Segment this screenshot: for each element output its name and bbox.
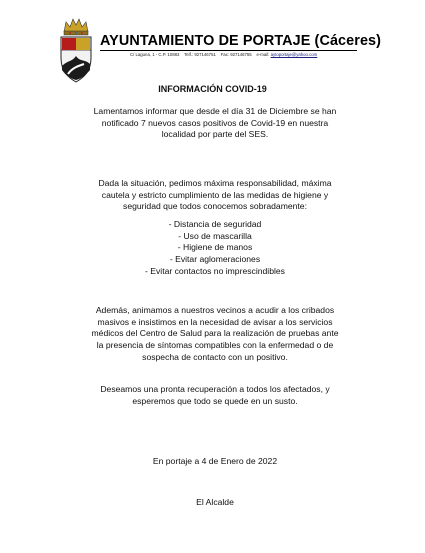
- measure-item: - Evitar contactos no imprescindibles: [145, 265, 285, 276]
- signature-line: El Alcalde: [196, 497, 234, 507]
- wishes-paragraph: [50, 384, 380, 407]
- contact-fax: Fax: 927146755: [220, 52, 252, 57]
- paragraph-line: cautela y estricto cumplimiento de las medidas de higiene y: [101, 189, 329, 200]
- contact-email-label: e-mail:: [256, 52, 270, 57]
- paragraph-line: Dada la situación, pedimos máxima responsabilidad, máxima: [98, 178, 332, 188]
- contact-address: C/ Laguna, 1 - C.P. 10883: [130, 52, 180, 57]
- intro-paragraph: [50, 106, 380, 141]
- measures-list-block: [50, 219, 380, 278]
- contact-line: [130, 52, 317, 57]
- paragraph-line: médicos del Centro de Salud para la realización de pruebas ante: [91, 328, 339, 339]
- header-divider: [100, 50, 357, 51]
- date-line: En portaje a 4 de Enero de 2022: [152, 456, 278, 466]
- request-paragraph: [50, 178, 380, 213]
- paragraph-line: Además, animamos a nuestros vecinos a acudir a los cribados: [95, 305, 335, 315]
- paragraph-line: sospecha de contacto con un positivo.: [142, 351, 288, 362]
- paragraph-line: localidad por parte del SES.: [161, 129, 269, 140]
- paragraph-line: masivos e insistimos en la necesidad de avisar a los servicios: [97, 316, 333, 327]
- paragraph-line: esperemos que todo se quede en un susto.: [132, 395, 298, 406]
- municipality-title: AYUNTAMIENTO DE PORTAJE (Cáceres): [100, 33, 382, 49]
- measures-list: [50, 219, 380, 278]
- paragraph-line: Deseamos una pronta recuperación a todos los afectados, y: [100, 384, 330, 394]
- contact-phone: Telf.: 927146751: [184, 52, 216, 57]
- measure-item: - Evitar aglomeraciones: [169, 254, 261, 265]
- contact-email-link[interactable]: aytoportaje@yahoo.com: [270, 52, 318, 57]
- paragraph-line: notificado 7 nuevos casos positivos de Covid-19 en nuestra: [101, 117, 329, 128]
- measure-item: - Higiene de manos: [177, 242, 253, 253]
- paragraph-line: Lamentamos informar que desde el día 31 de Diciembre se han: [93, 106, 337, 116]
- paragraph-line: seguridad que todos conocemos sobradamente:: [123, 201, 307, 212]
- document-title: INFORMACIÓN COVID-19: [158, 84, 267, 94]
- measure-item: - Distancia de seguridad: [168, 219, 262, 229]
- coat-of-arms-icon: [58, 16, 94, 84]
- measure-item: - Uso de mascarilla: [178, 230, 252, 241]
- paragraph-line: la presencia de síntomas compatibles con la enfermedad o de: [96, 340, 334, 351]
- encouragement-paragraph: [50, 305, 380, 364]
